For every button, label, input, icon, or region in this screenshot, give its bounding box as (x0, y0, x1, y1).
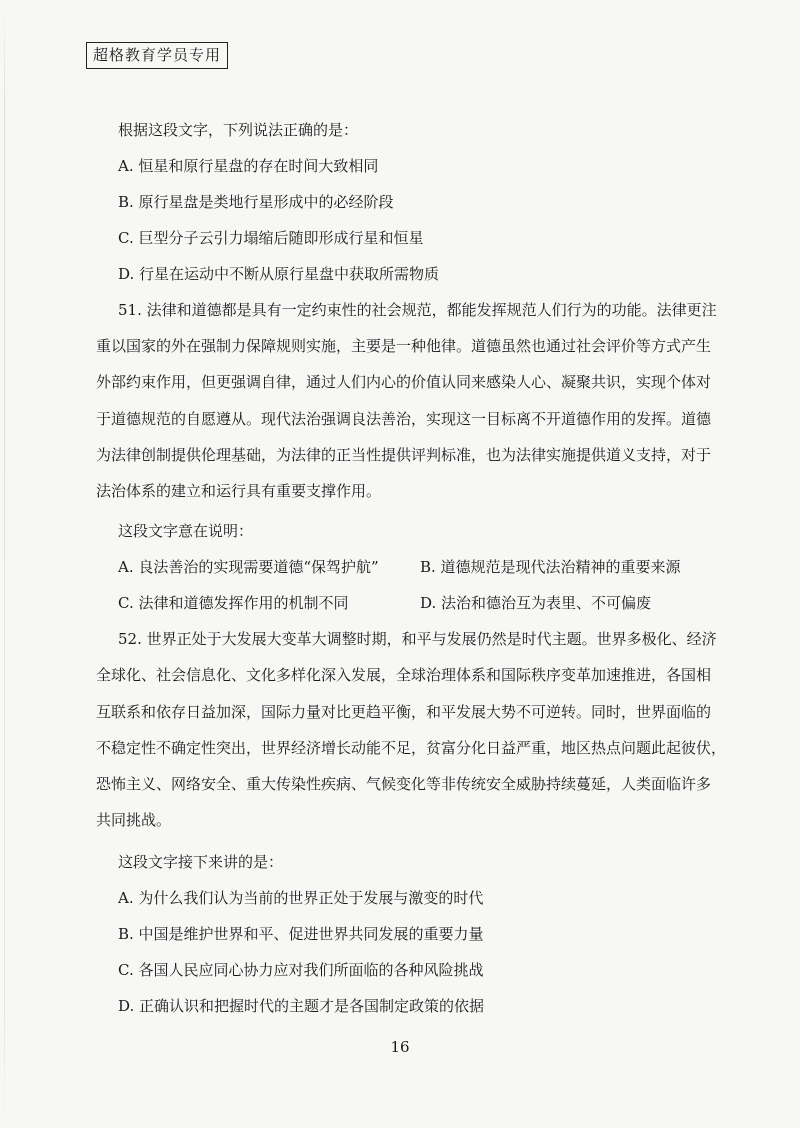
passage-line: 外部约束作用，但更强调自律，通过人们内心的价值认同来感染人心、凝聚共识，实现个体对 (96, 373, 712, 392)
option-b: B. 道德规范是现代法治精神的重要来源 (420, 558, 681, 577)
question-52-passage (96, 621, 727, 838)
passage-line: 不稳定性不确定性突出，世界经济增长动能不足，贫富分化日益严重，地区热点问题此起彼伏， (96, 738, 727, 757)
option-d: D. 法治和德治互为表里、不可偏废 (420, 594, 652, 613)
option-d: D. 行星在运动中不断从原行星盘中获取所需物质 (118, 265, 440, 283)
passage-line: 法治体系的建立和运行具有重要支撑作用。 (96, 481, 382, 500)
option-c: C. 各国人民应同心协力应对我们所面临的各种风险挑战 (118, 961, 484, 980)
option-a: A. 恒星和原行星盘的存在时间大致相同 (118, 157, 379, 175)
option-c: C. 巨型分子云引力塌缩后随即形成行星和恒星 (118, 229, 424, 247)
passage-line: 51. 法律和道德都是具有一定约束性的社会规范，都能发挥规范人们行为的功能。法律更注 (118, 301, 717, 319)
passage-line: 重以国家的外在强制力保障规则实施，主要是一种他律。道德虽然也通过社会评价等方式产生 (96, 337, 712, 356)
passage-line: 恐怖主义、网络安全、重大传染性疾病、气候变化等非传统安全威胁持续蔓延，人类面临许多 (96, 774, 712, 793)
option-d: D. 正确认识和把握时代的主题才是各国制定政策的依据 (118, 997, 485, 1016)
option-b: B. 中国是维护世界和平、促进世界共同发展的重要力量 (118, 925, 484, 944)
option-b: B. 原行星盘是类地行星形成中的必经阶段 (118, 193, 394, 211)
passage-line: 互联系和依存日益加深，国际力量对比更趋平衡，和平发展大势不可逆转。同时，世界面临的 (96, 702, 712, 721)
page-number: 16 (390, 1038, 410, 1056)
passage-line: 共同挑战。 (96, 811, 172, 830)
passage-line: 为法律创制提供伦理基础，为法律的正当性提供评判标准，也为法律实施提供道义支持，对于 (96, 445, 712, 464)
question-stem: 根据这段文字，下列说法正确的是： (118, 121, 359, 139)
passage-line: 全球化、社会信息化、文化多样化深入发展，全球治理体系和国际秩序变革加速推进，各国相 (96, 666, 712, 685)
passage-line: 于道德规范的自愿遵从。现代法治强调良法善治，实现这一目标离不开道德作用的发挥。道德 (96, 409, 712, 428)
header-label: 超格教育学员专用 (86, 42, 228, 69)
question-stem: 这段文字意在说明： (118, 522, 254, 541)
option-a: A. 良法善治的实现需要道德“保驾护航” (118, 558, 379, 577)
question-51-passage (96, 292, 722, 509)
option-c: C. 法律和道德发挥作用的机制不同 (118, 594, 349, 613)
options-row (118, 585, 722, 621)
passage-line: 52. 世界正处于大发展大变革大调整时期，和平与发展仍然是时代主题。世界多极化、经济 (118, 630, 717, 649)
question-stem: 这段文字接下来讲的是： (118, 853, 284, 872)
options-row (118, 549, 722, 585)
scan-edge (4, 0, 5, 1128)
page-content (96, 112, 727, 1024)
option-a: A. 为什么我们认为当前的世界正处于发展与激变的时代 (118, 889, 484, 908)
